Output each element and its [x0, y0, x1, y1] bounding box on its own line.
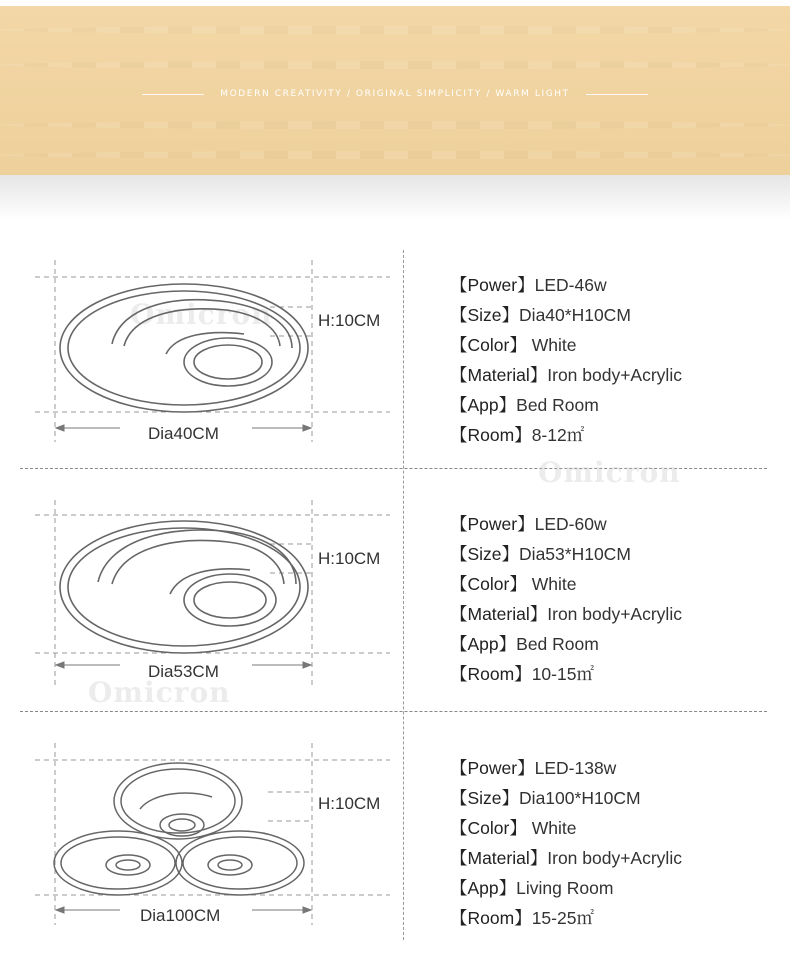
spec-color: 【Color】 White: [450, 574, 577, 594]
spec-list-40: [450, 270, 682, 450]
spec-room: 【Room】15-25㎡: [450, 908, 594, 928]
height-label: H:10CM: [318, 794, 381, 813]
banner-texture: [0, 121, 790, 129]
watermark-text: Omicron: [88, 676, 231, 709]
spec-material: 【Material】Iron body+Acrylic: [450, 365, 682, 385]
spec-color: 【Color】 White: [450, 335, 577, 355]
spec-power: 【Power】LED-60w: [450, 514, 607, 534]
spec-color: 【Color】 White: [450, 818, 577, 838]
banner-shadow: [0, 175, 790, 220]
spec-app: 【App】Living Room: [450, 878, 614, 898]
diameter-label: Dia100CM: [140, 906, 221, 925]
watermark-text: Omicron: [130, 298, 273, 331]
spec-app: 【App】Bed Room: [450, 634, 599, 654]
diameter-label: Dia53CM: [148, 662, 219, 681]
diameter-label: Dia40CM: [148, 424, 219, 443]
spec-room: 【Room】10-15㎡: [450, 664, 594, 684]
height-label: H:10CM: [318, 549, 381, 568]
spec-power: 【Power】LED-46w: [450, 275, 607, 295]
spec-size: 【Size】Dia53*H10CM: [450, 544, 631, 564]
vertical-divider: [403, 250, 404, 940]
section-divider: [20, 711, 767, 712]
spec-size: 【Size】Dia40*H10CM: [450, 305, 631, 325]
height-label: H:10CM: [318, 311, 381, 330]
spec-app: 【App】Bed Room: [450, 395, 599, 415]
header-banner: [0, 6, 790, 175]
spec-material: 【Material】Iron body+Acrylic: [450, 848, 682, 868]
spec-list-100: [450, 753, 682, 933]
banner-texture: [0, 151, 790, 159]
watermark-text: Omicron: [538, 456, 681, 489]
banner-tagline: MODERN CREATIVITY / ORIGINAL SIMPLICITY / WARM LIGHT: [220, 89, 570, 99]
banner-texture: [0, 26, 790, 34]
banner-texture: [0, 61, 790, 69]
spec-material: 【Material】Iron body+Acrylic: [450, 604, 682, 624]
spec-power: 【Power】LED-138w: [450, 758, 617, 778]
spec-list-53: [450, 509, 682, 689]
spec-size: 【Size】Dia100*H10CM: [450, 788, 641, 808]
lamp-diagram-100: [0, 735, 403, 935]
spec-room: 【Room】8-12㎡: [450, 425, 585, 445]
